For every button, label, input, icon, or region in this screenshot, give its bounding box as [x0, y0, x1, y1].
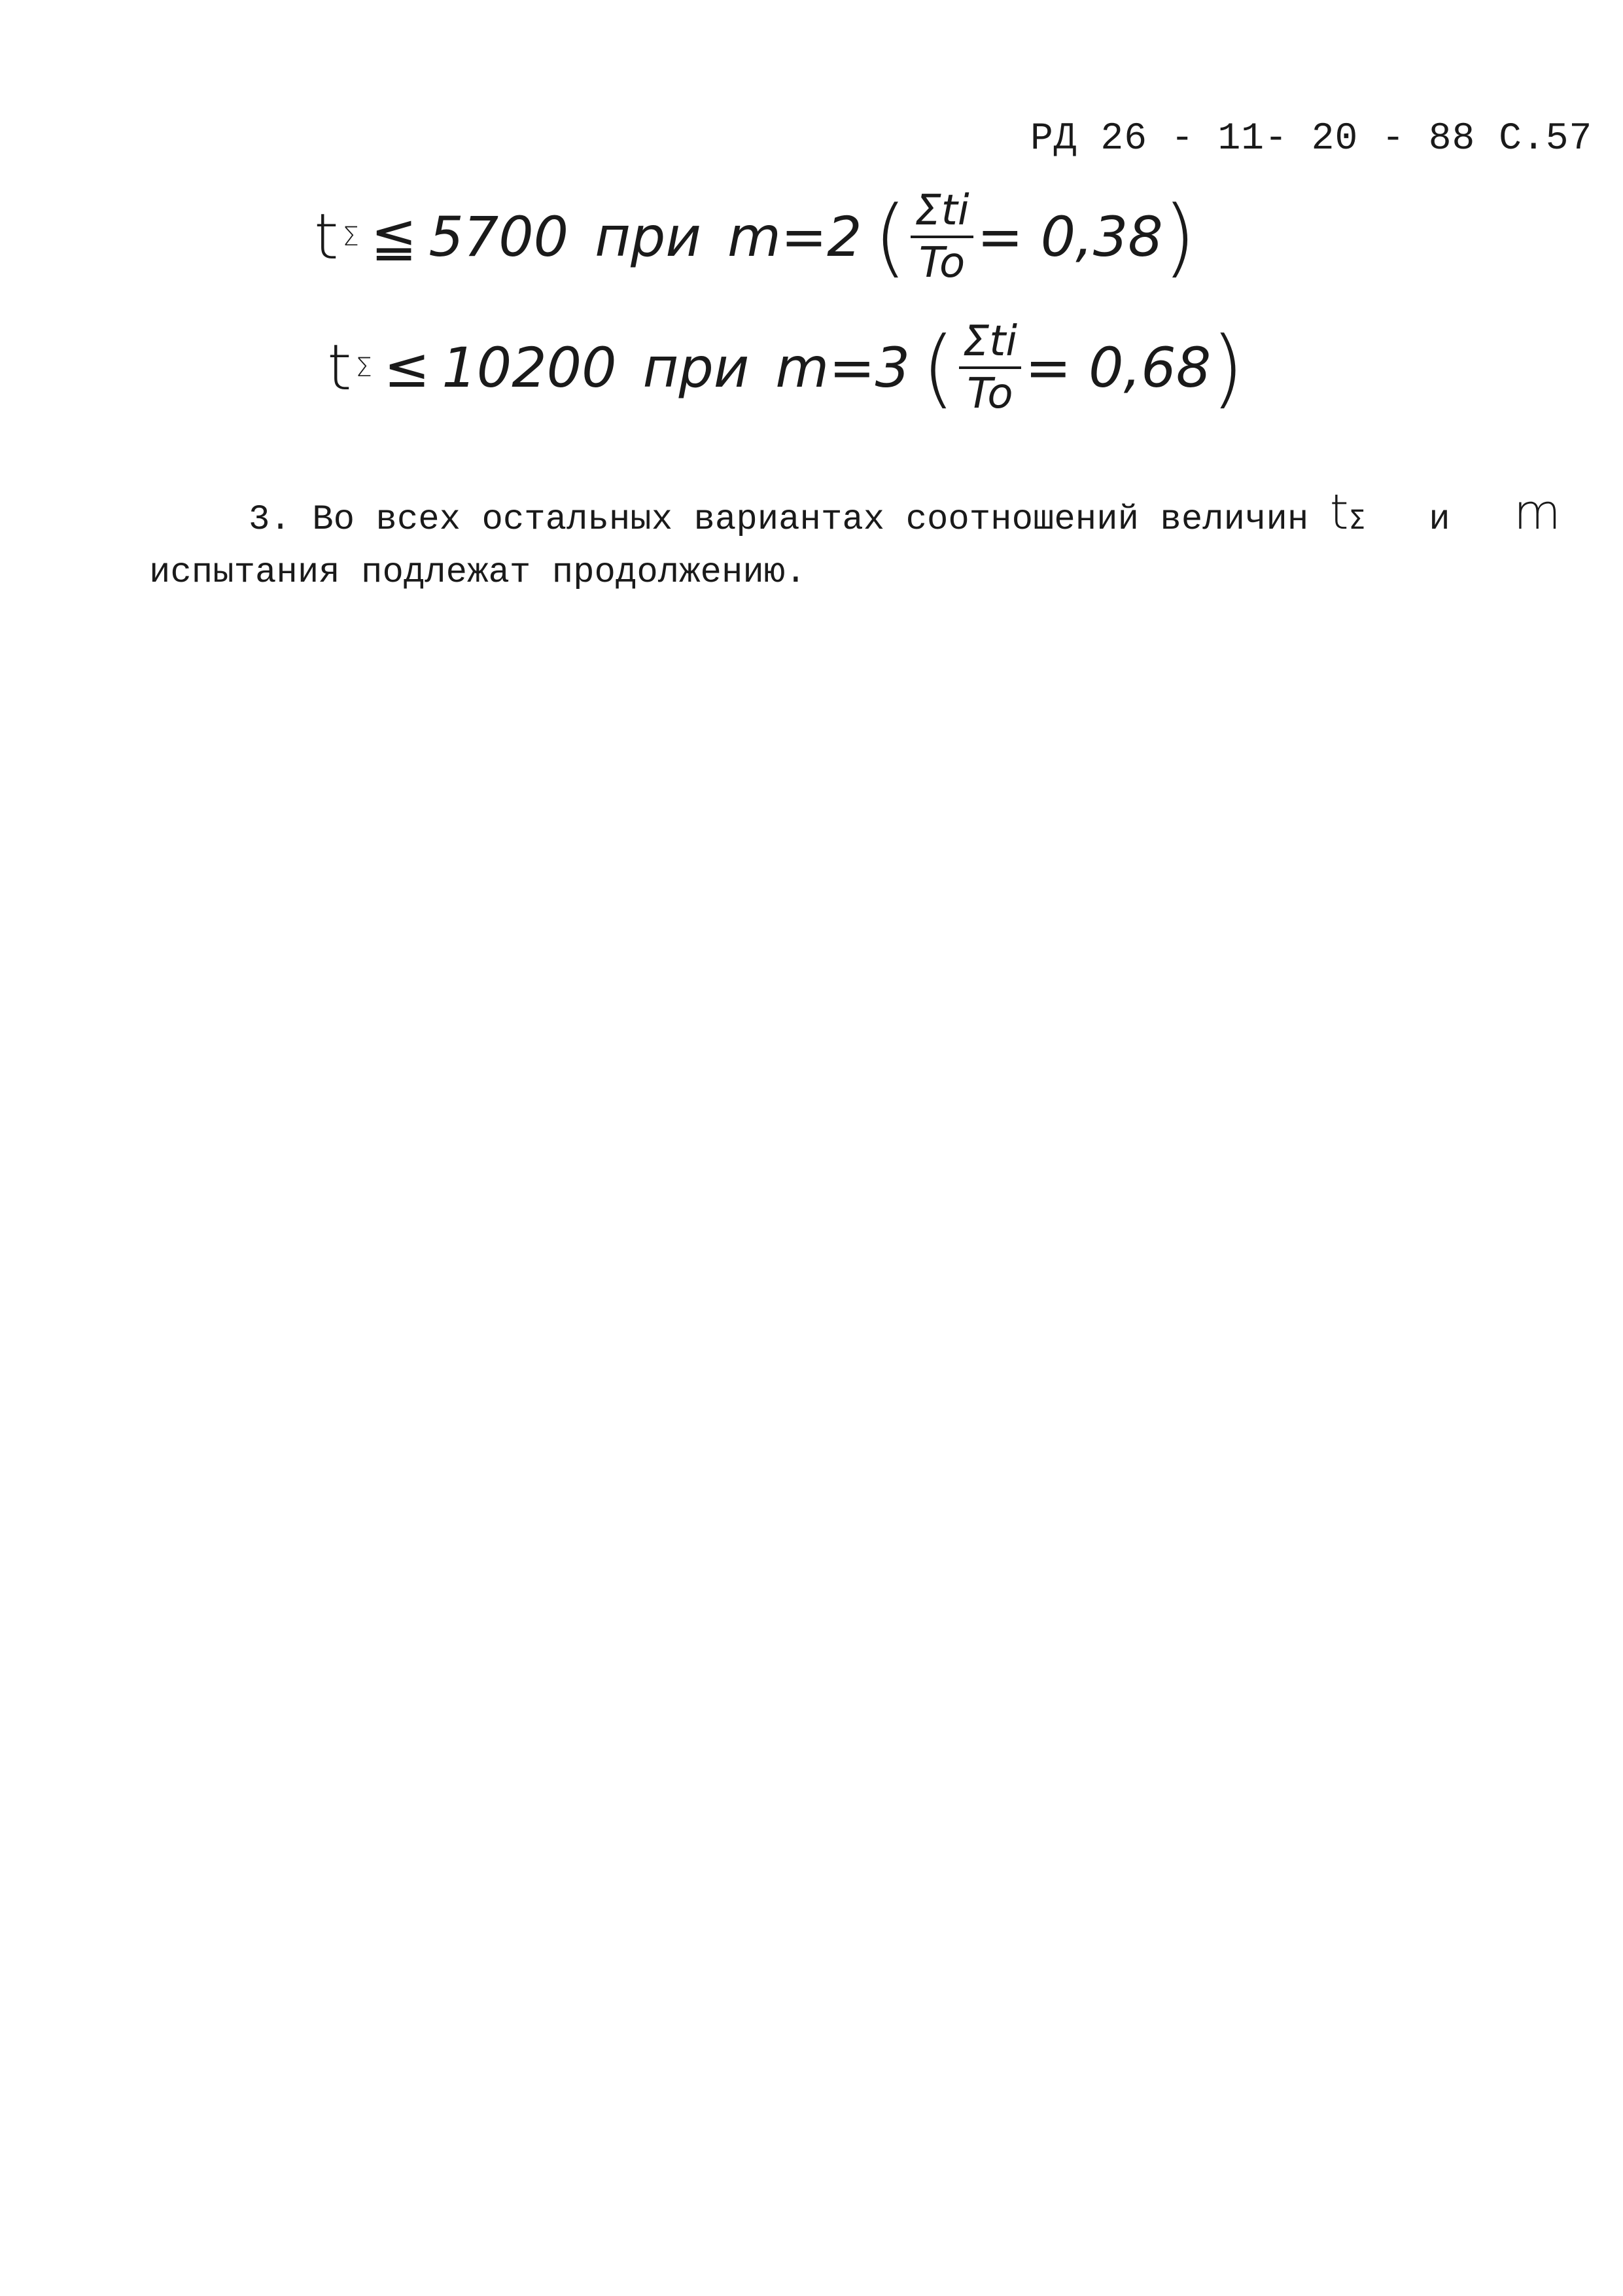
formula-1-relation: ≦ — [370, 205, 417, 269]
paragraph-line-1-text: 3. Во всех остальных вариантах соотношений величин — [249, 500, 1309, 540]
formula-2-fraction — [959, 317, 1021, 418]
formula-2-var: t — [327, 331, 352, 404]
formula-1-fraction — [911, 186, 973, 287]
paragraph-line-2: испытания подлежат продолжению. — [149, 553, 807, 593]
paragraph-var-t: t — [1329, 484, 1349, 540]
formula-1-var: t — [314, 200, 339, 274]
paragraph-conjunction: и — [1429, 500, 1450, 540]
formula-2-denominator: To — [967, 370, 1013, 418]
formula-2-var-sub: Σ — [355, 353, 372, 383]
formula-1-result: = 0,38 — [977, 205, 1163, 269]
formula-1 — [314, 186, 1196, 287]
formula-2-value: 10200 — [442, 336, 617, 400]
formula-1-word: при — [595, 205, 701, 269]
formula-1-var-sub: Σ — [342, 222, 359, 252]
formula-2-condition: m=3 — [775, 336, 911, 400]
formula-1-denominator: To — [918, 239, 966, 287]
formula-2-open-paren: ( — [922, 318, 955, 417]
formula-2-close-paren: ) — [1211, 318, 1244, 417]
formula-2-word: при — [642, 336, 750, 400]
formula-1-close-paren: ) — [1162, 187, 1196, 287]
document-code-header: РД 26 - 11- 20 - 88 С.57 — [1030, 118, 1593, 160]
formula-2 — [327, 317, 1244, 418]
formula-2-numerator: Σti — [959, 321, 1021, 369]
paragraph-var-t-sub: Σ — [1348, 505, 1365, 535]
paragraph-line-1 — [249, 484, 1561, 540]
formula-2-relation: ≤ — [383, 336, 430, 400]
formula-1-condition: m=2 — [727, 205, 862, 269]
formula-1-open-paren: ( — [873, 187, 907, 287]
formula-1-value: 5700 — [428, 205, 569, 269]
formula-1-numerator: Σti — [911, 190, 973, 238]
formula-2-result: = 0,68 — [1025, 336, 1212, 400]
paragraph-var-m: m — [1513, 484, 1561, 540]
